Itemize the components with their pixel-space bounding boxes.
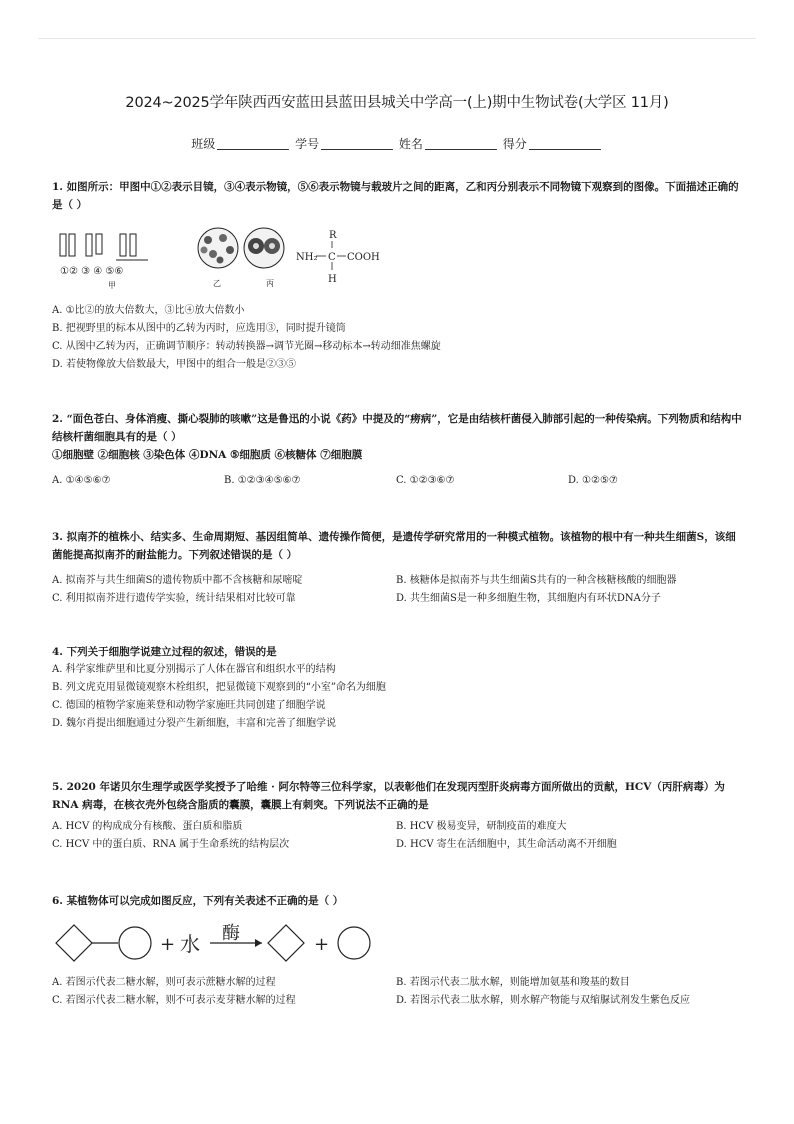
exam-title: 2024~2025学年陕西西安蓝田县蓝田县城关中学高一(上)期中生物试卷(大学区 11月) [125,95,669,111]
option-d[interactable]: D. 魏尔肖提出细胞通过分裂产生新细胞，丰富和完善了细胞学说 [52,718,337,729]
option-a[interactable]: A. ①④⑤⑥⑦ [52,475,111,486]
plus-sign: + [160,934,176,955]
option-a[interactable]: A. 若图示代表二糖水解，则可表示蔗糖水解的过程 [52,977,276,988]
jia-numbers: ①② ③ ④ ⑤⑥ [60,266,124,277]
question-6 [52,892,742,910]
question-3 [52,528,742,608]
options-grid [52,818,742,854]
question-1 [52,178,742,214]
diamond-product [268,925,304,961]
hydrolysis-diagram [52,919,382,967]
svg-text:COOH: COOH [347,252,380,263]
option-d[interactable]: D. 共生细菌S是一种多细胞生物，其细胞内有环状DNA分子 [396,593,661,604]
option-b[interactable]: B. 列文虎克用显微镜观察木栓组织，把显微镜下观察到的“小室”命名为细胞 [52,682,386,693]
option-c[interactable]: C. 从图中乙转为丙，正确调节顺序：转动转换器→调节光圈→移动标本→转动细准焦螺旋 [52,341,441,352]
option-c[interactable]: C. 德国的植物学家施莱登和动物学家施旺共同创建了细胞学说 [52,700,326,711]
view-bing [244,228,284,268]
svg-text:R: R [329,230,337,241]
svg-text:C: C [328,252,336,263]
option-a[interactable]: A. 拟南芥与共生细菌S的遗传物质中都不含核糖和尿嘧啶 [52,575,303,586]
name-blank[interactable] [425,149,497,150]
option-b[interactable]: B. 把视野里的标本从图中的乙转为丙时，应选用③，同时提升镜筒 [52,323,346,334]
circle-product [338,927,370,959]
student-info-line [0,135,794,152]
score-blank[interactable] [529,149,601,150]
objective-5 [120,234,126,256]
microscope-figure [58,226,398,292]
score-label: 得分 [502,137,527,151]
number-blank[interactable] [321,149,393,150]
class-label: 班级 [191,137,216,151]
yi-label: 乙 [213,279,221,288]
option-d[interactable]: D. HCV 寄生在活细胞中，其生命活动离不开细胞 [396,839,617,850]
option-a[interactable]: A. ①比②的放大倍数大，③比④放大倍数小 [52,305,245,316]
objective-4 [96,234,102,254]
option-b[interactable]: B. HCV 极易变异，研制疫苗的难度大 [396,821,567,832]
option-d[interactable]: D. ①②⑤⑦ [568,475,618,486]
question-stem: 5. 2020 年诺贝尔生理学或医学奖授予了哈维 · 阿尔特等三位科学家，以表彰他们在发现丙型肝炎病毒方面所做出的贡献，HCV（丙肝病毒）为 RNA 病毒，在核衣壳外包绕含脂质的囊膜，囊膜上有刺突。下列说法不正确的是 [52,781,725,811]
option-d[interactable]: D. 若使物像放大倍数最大，甲图中的组合一般是②③⑤ [52,359,297,370]
option-d[interactable]: D. 若图示代表二肽水解，则水解产物能与双缩脲试剂发生紫色反应 [396,995,691,1006]
options-row [52,472,742,490]
option-c[interactable]: C. 利用拟南芥进行遗传学实验，统计结果相对比较可靠 [52,593,296,604]
view-yi [198,228,238,268]
option-c[interactable]: C. 若图示代表二糖水解，则不可表示麦芽糖水解的过程 [52,995,296,1006]
objective-3 [86,234,92,256]
options-grid [52,572,742,608]
diamond-reactant [56,925,92,961]
arrow-head [255,939,262,947]
options-grid [52,974,742,1010]
enzyme-label: 酶 [222,923,240,944]
option-b[interactable]: B. 若图示代表二肽水解，则能增加氨基和羧基的数目 [396,977,630,988]
question-stem: 2. “面色苍白、身体消瘦、撕心裂肺的咳嗽”这是鲁迅的小说《药》中提及的“痨病”，它是由结核杆菌侵入肺部引起的一种传染病。下列物质和结构中结核杆菌细胞具有的是（ ） [52,413,742,443]
jia-label: 甲 [108,281,116,290]
plus-sign: + [314,934,330,955]
objective-6 [130,234,136,256]
option-a[interactable]: A. 科学家维萨里和比夏分别揭示了人体在器官和组织水平的结构 [52,664,336,675]
eyepiece-1 [60,234,66,256]
option-c[interactable]: C. ①②③⑥⑦ [396,475,455,486]
question-stem: 4. 下列关于细胞学说建立过程的叙述，错误的是 [52,646,277,658]
question-1-options [52,302,742,374]
circle-reactant [119,927,151,959]
option-a[interactable]: A. HCV 的构成成分有核酸、蛋白质和脂质 [52,821,243,832]
question-stem: 3. 拟南芥的植株小、结实多、生命周期短、基因组简单、遗传操作简便，是遗传学研究常用的一种模式植物。该植物的根中有一种共生细菌S，该细菌能提高拟南芥的耐盐能力。下列叙述错误的是（ ） [52,531,736,561]
header-rule [38,38,756,39]
question-6-options [52,974,742,1010]
bing-label: 丙 [266,279,274,288]
water-label: 水 [180,932,200,956]
eyepiece-2 [69,234,75,256]
name-label: 姓名 [398,137,423,151]
question-5 [52,778,742,854]
question-stem: 1. 如图所示：甲图中①②表示目镜，③④表示物镜，⑤⑥表示物镜与载玻片之间的距离，乙和丙分别表示不同物镜下观察到的图像。下面描述正确的是（ ） [52,181,739,211]
question-stem: 6. 某植物体可以完成如图反应，下列有关表述不正确的是（ ） [52,895,344,907]
option-c[interactable]: C. HCV 中的蛋白质、RNA 属于生命系统的结构层次 [52,839,290,850]
option-b[interactable]: B. 核糖体是拟南芥与共生细菌S共有的一种含核糖核酸的细胞器 [396,575,677,586]
class-blank[interactable] [217,149,289,150]
option-b[interactable]: B. ①②③④⑤⑥⑦ [224,475,301,486]
lens-drawings [60,234,148,260]
svg-text:NH₂: NH₂ [296,252,318,263]
number-label: 学号 [295,137,320,151]
question-items: ①细胞壁 ②细胞核 ③染色体 ④DNA ⑤细胞质 ⑥核糖体 ⑦细胞膜 [52,449,363,461]
amino-acid-structure [296,230,380,285]
question-4 [52,643,742,733]
question-2 [52,410,742,490]
svg-text:H: H [328,274,337,285]
